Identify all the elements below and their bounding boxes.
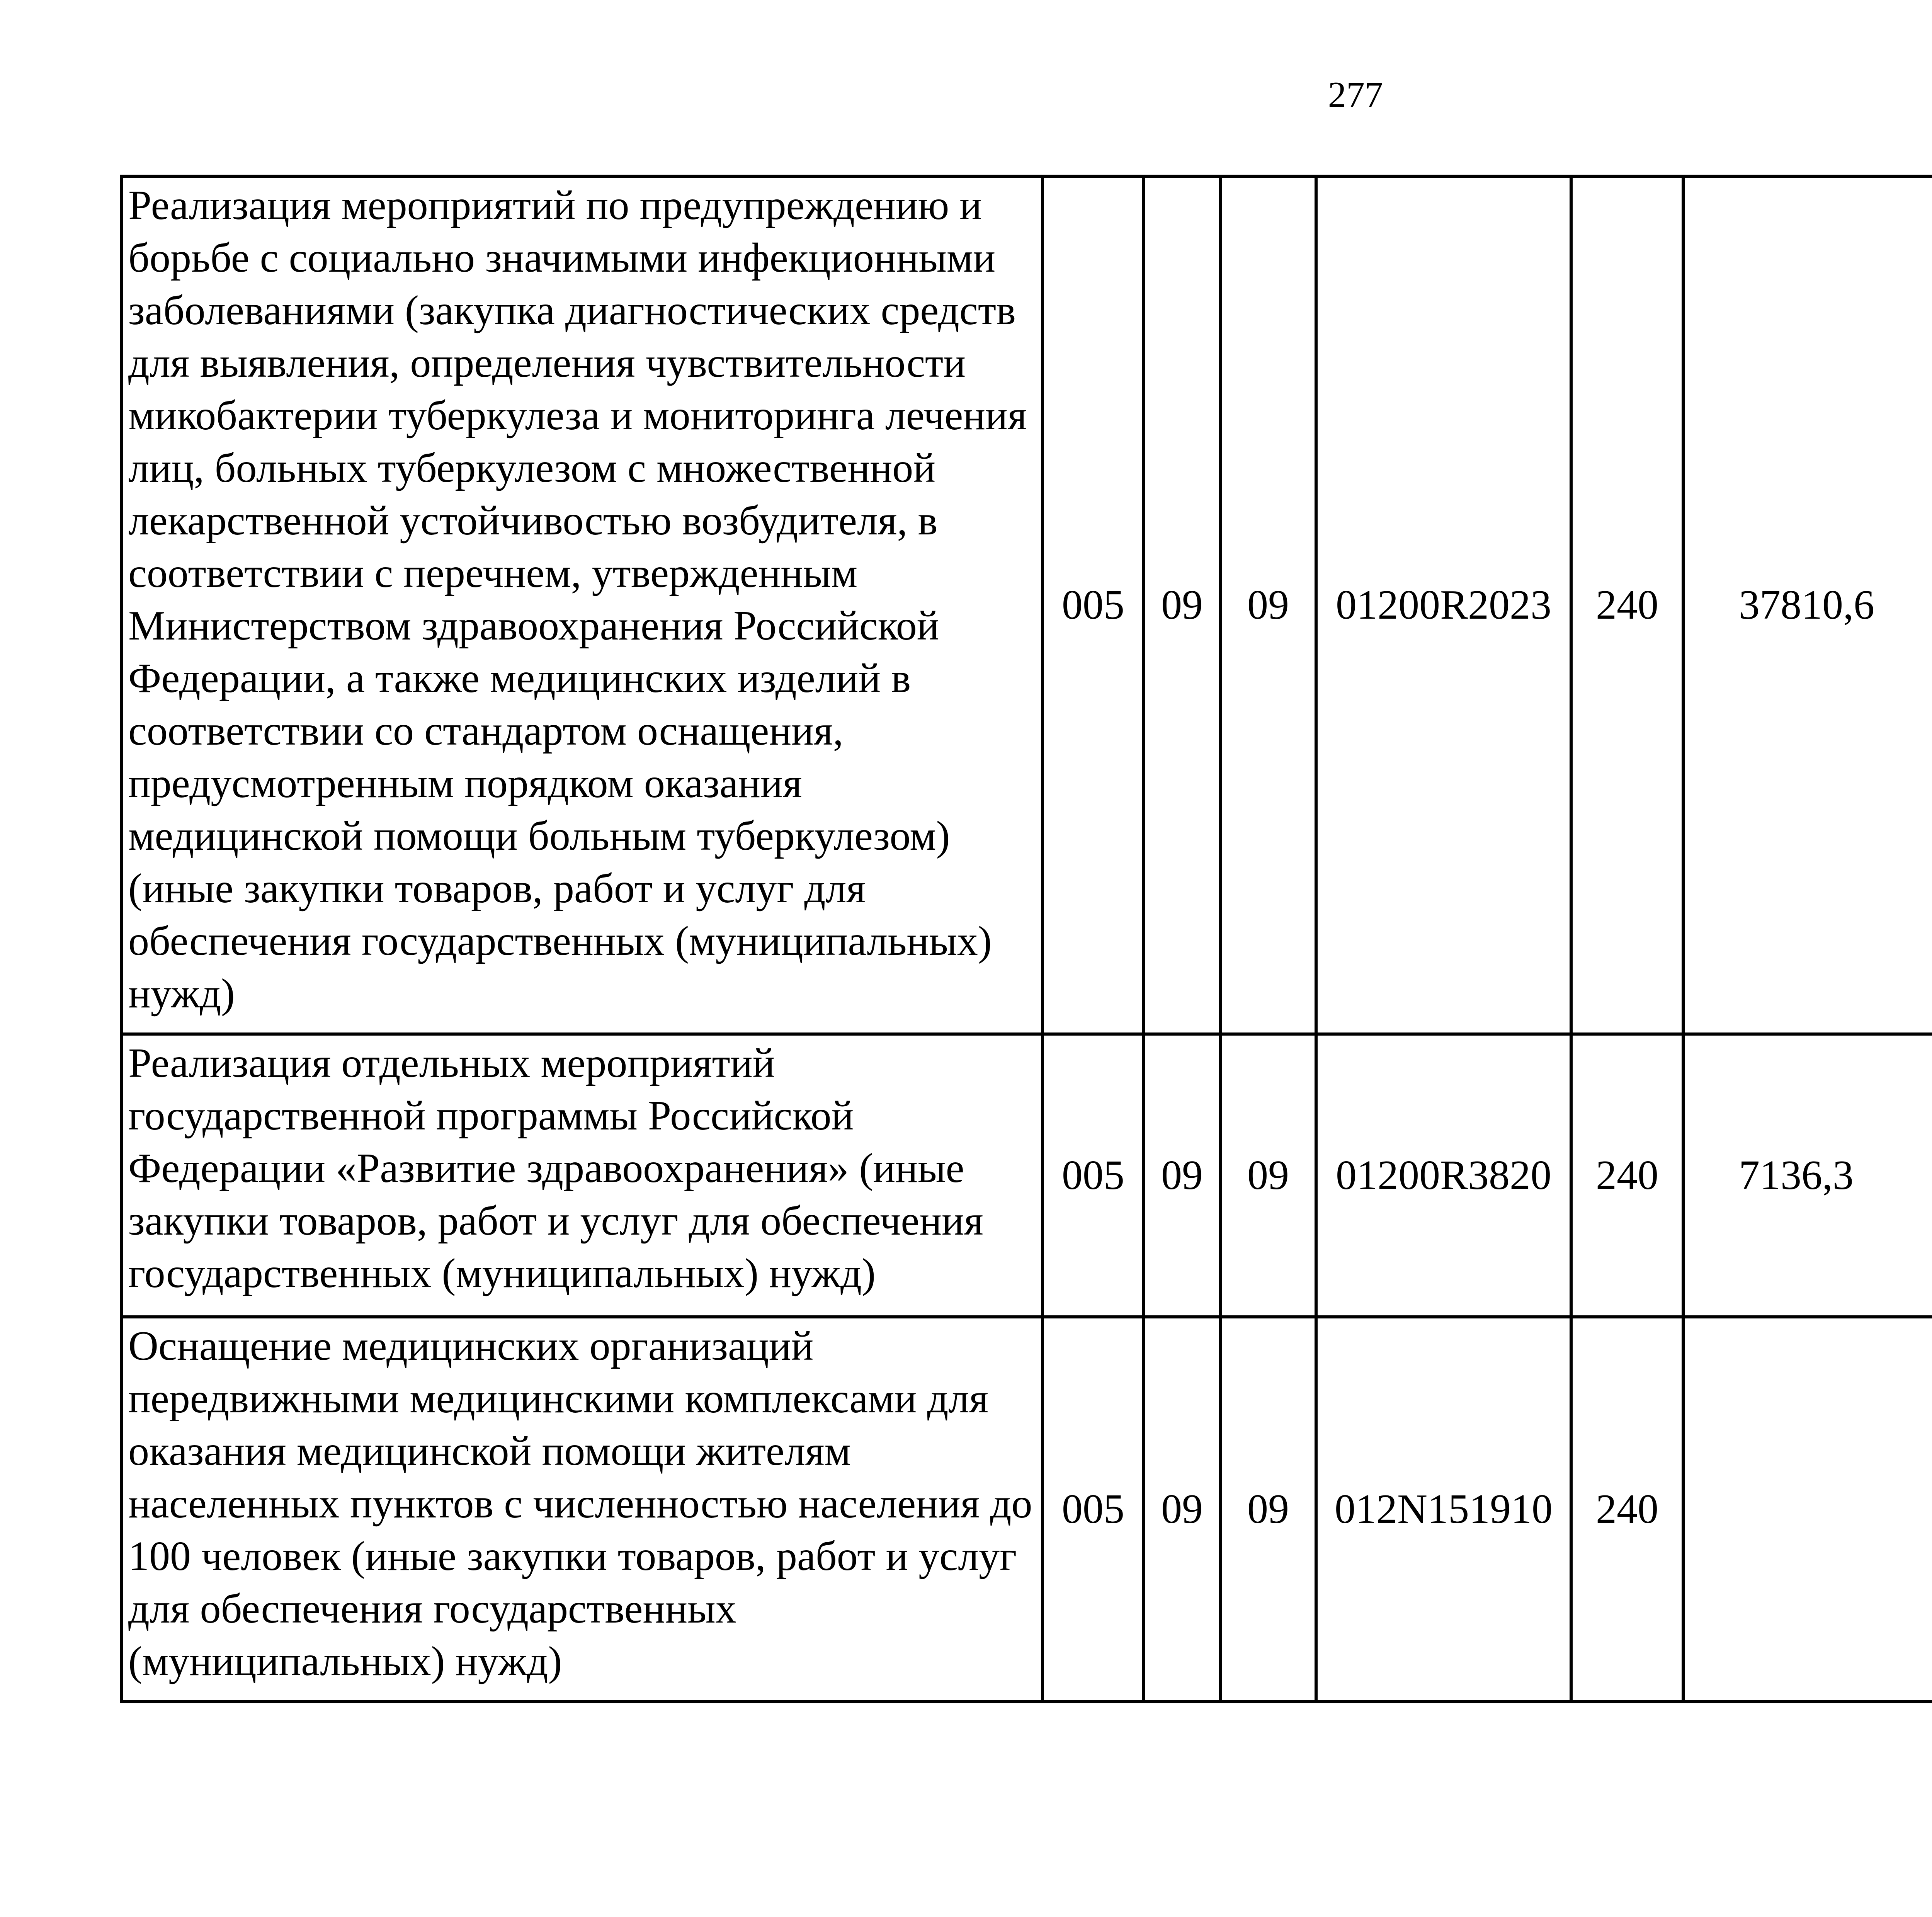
amount-year-1: 7136,3 [1683,1034,1932,1317]
row-description: Реализация мероприятий по предупреждению и борьбе с социально значимыми инфекционными заболеваниями (закупка диагностических средств для выявления, определения чувствительности микобактерии туберкулеза и мониторинга лечения лиц, больных туберкулезом с множественной лекарственной устойчивостью возбудителя, в соответствии с перечнем, утвержденным Министерством здравоохранения Российской Федерации, а также медицинских изделий в соответствии со стандартом оснащения, предусмотренным порядком оказания медицинской помощи больным туберкулезом) (иные закупки товаров, работ и услуг для обеспечения государственных (муниципальных) нужд) [121,176,1043,1034]
budget-table [120,175,1932,1703]
expense-type-code: 240 [1571,1034,1683,1317]
amount-year-1: 37810,6 [1683,176,1932,1034]
target-article-code: 012N151910 [1316,1317,1571,1702]
section-code: 09 [1144,1317,1220,1702]
row-description: Оснащение медицинских организаций передвижными медицинскими комплексами для оказания медицинской помощи жителям населенных пунктов с численностью населения до 100 человек (иные закупки товаров, работ и услуг для обеспечения государственных (муниципальных) нужд) [121,1317,1043,1702]
subsection-code: 09 [1220,1034,1316,1317]
expense-type-code: 240 [1571,176,1683,1034]
target-article-code: 01200R2023 [1316,176,1571,1034]
expense-type-code: 240 [1571,1317,1683,1702]
ministry-code: 005 [1043,1034,1144,1317]
page-number: 277 [1328,74,1383,115]
section-code: 09 [1144,1034,1220,1317]
row-description: Реализация отдельных мероприятий государственной программы Российской Федерации «Развитие здравоохранения» (иные закупки товаров, работ и услуг для обеспечения государственных (муниципальных) нужд) [121,1034,1043,1317]
table-row [121,176,1932,1034]
table-row [121,1317,1932,1702]
ministry-code: 005 [1043,1317,1144,1702]
subsection-code: 09 [1220,176,1316,1034]
section-code: 09 [1144,176,1220,1034]
subsection-code: 09 [1220,1317,1316,1702]
table-row [121,1034,1932,1317]
target-article-code: 01200R3820 [1316,1034,1571,1317]
amount-year-1 [1683,1317,1932,1702]
ministry-code: 005 [1043,176,1144,1034]
